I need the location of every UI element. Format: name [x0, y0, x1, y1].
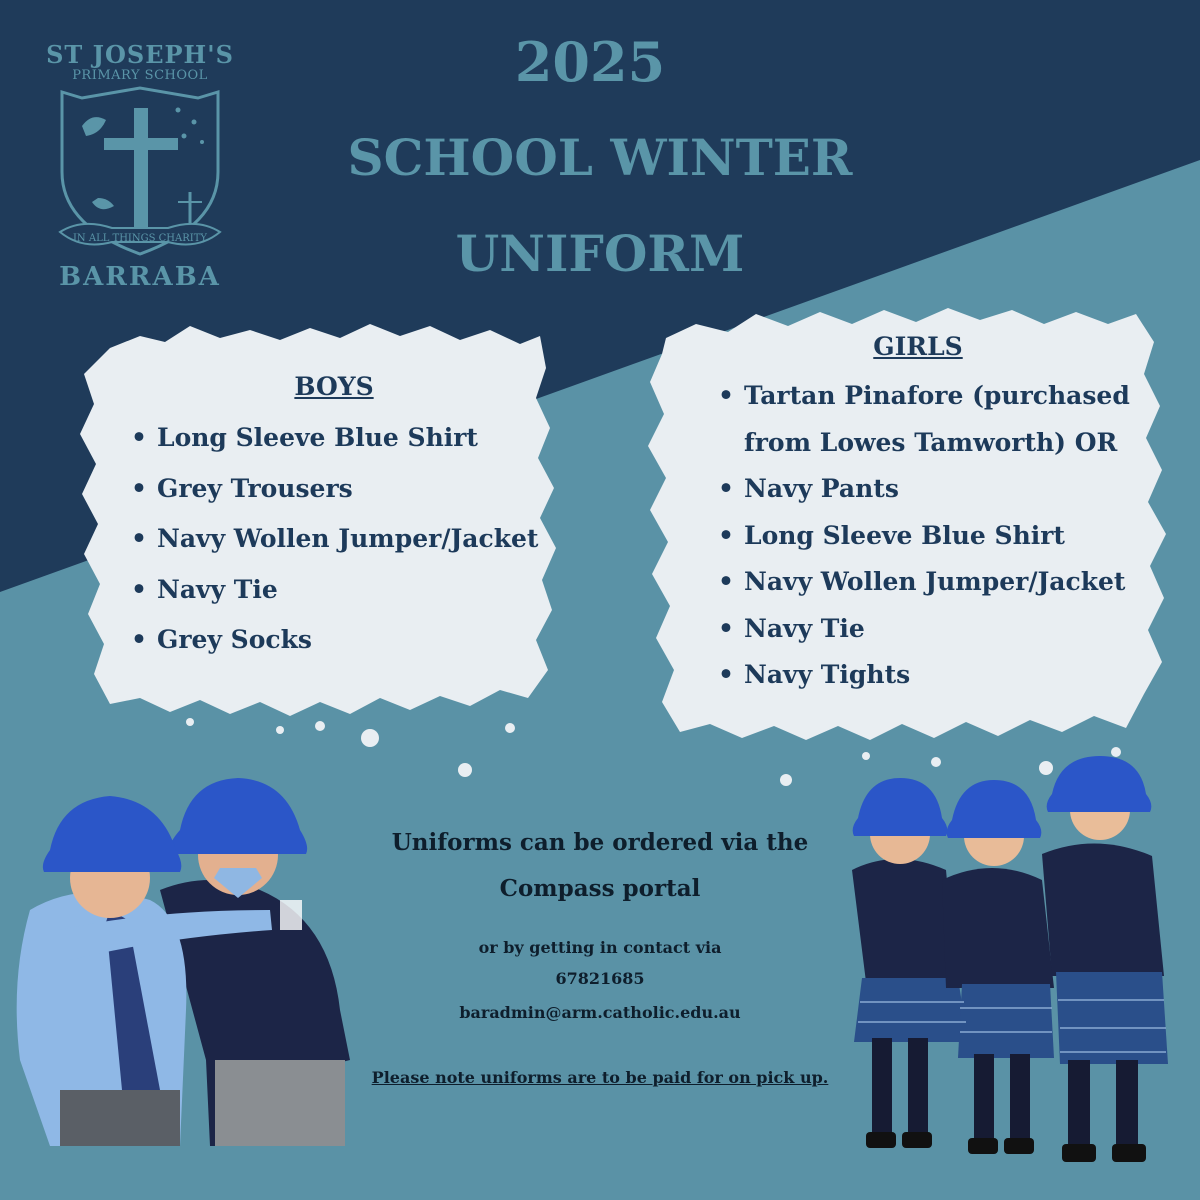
list-item: • Navy Wollen Jumper/Jacket [718, 559, 1138, 606]
payment-note: Please note uniforms are to be paid for on pick up. [371, 1068, 829, 1087]
shield-crest-icon [52, 86, 228, 262]
boys-heading: BOYS [294, 372, 374, 401]
title-line-2: UNIFORM [455, 224, 745, 283]
title-line-1: SCHOOL WINTER [347, 128, 853, 187]
list-item: • Long Sleeve Blue Shirt [131, 418, 571, 469]
logo-school-name: ST JOSEPH'S [46, 40, 234, 69]
list-item: • Navy Pants [718, 466, 1138, 513]
contact-alt-line: or by getting in contact via [478, 938, 722, 957]
boys-photo [10, 760, 360, 1150]
boys-uniform-list [131, 418, 571, 671]
list-item: • Long Sleeve Blue Shirt [718, 513, 1138, 560]
girls-heading: GIRLS [873, 332, 963, 361]
logo-motto: IN ALL THINGS CHARITY [72, 233, 208, 244]
list-item: • Navy Tights [718, 652, 1138, 699]
girls-photo [846, 752, 1190, 1172]
logo-school-type: PRIMARY SCHOOL [72, 68, 208, 83]
order-line-2: Compass portal [499, 875, 701, 902]
girls-uniform-list [718, 373, 1138, 699]
list-item: • Grey Socks [131, 620, 571, 671]
year-heading: 2025 [514, 30, 666, 94]
list-item: • Navy Tie [131, 570, 571, 621]
list-item: • Tartan Pinafore (purchased from Lowes Tamworth) OR [718, 373, 1138, 466]
school-logo [40, 36, 240, 296]
contact-email: baradmin@arm.catholic.edu.au [459, 1003, 741, 1022]
order-line-1: Uniforms can be ordered via the [391, 829, 809, 856]
list-item: • Navy Wollen Jumper/Jacket [131, 519, 571, 570]
list-item: • Navy Tie [718, 606, 1138, 653]
logo-town: BARRABA [59, 262, 221, 292]
contact-phone: 67821685 [555, 969, 645, 988]
list-item: • Grey Trousers [131, 469, 571, 520]
order-info [360, 820, 840, 912]
